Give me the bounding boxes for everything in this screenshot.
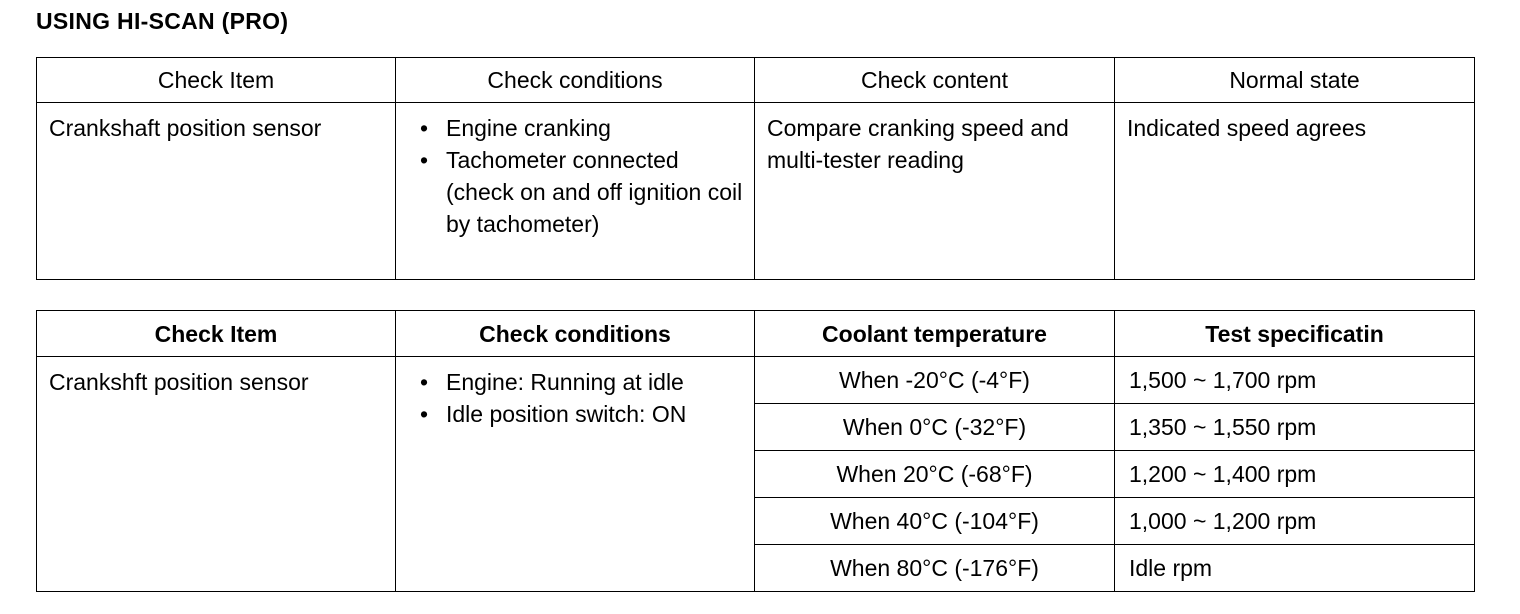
normal-state-text: Indicated speed agrees [1127,115,1367,141]
check-item-cell [37,103,396,280]
list-item: • Tachometer connected (check on and off ignition coil by tachometer) [420,144,748,240]
page-heading: USING HI-SCAN (PRO) [36,8,289,34]
check-content-cell [755,103,1115,280]
coolant-temperature-cell: When 40°C (-104°F) [755,498,1115,545]
coolant-temperature-cell: When -20°C (-4°F) [755,357,1115,404]
table-header-row [37,58,1475,103]
header-check-item: Check Item [37,58,396,103]
header-normal-state: Normal state [1115,58,1475,103]
check-item-cell [37,357,396,592]
coolant-temperature-cell: When 20°C (-68°F) [755,451,1115,498]
header-coolant-temperature: Coolant temperature [755,311,1115,357]
table-header-row [37,311,1475,357]
coolant-temperature-cell: When 0°C (-32°F) [755,404,1115,451]
header-test-specification: Test specificatin [1115,311,1475,357]
check-content-text: Compare cranking speed and multi-tester reading [767,115,1069,173]
header-check-conditions: Check conditions [396,58,755,103]
coolant-temperature-cell: When 80°C (-176°F) [755,545,1115,592]
conditions-list [396,357,754,430]
test-spec-cell: 1,200 ~ 1,400 rpm [1115,451,1475,498]
check-conditions-cell [396,357,755,592]
crankshaft-idle-spec-table [36,310,1475,592]
list-item: • Engine cranking [420,112,748,144]
test-spec-cell: 1,350 ~ 1,550 rpm [1115,404,1475,451]
check-item-text: Crankshft position sensor [49,369,309,395]
table-row [37,103,1475,280]
header-check-item: Check Item [37,311,396,357]
list-item: • Engine: Running at idle [420,366,748,398]
list-item: • Idle position switch: ON [420,398,748,430]
check-conditions-cell [396,103,755,280]
header-check-content: Check content [755,58,1115,103]
test-spec-cell: 1,500 ~ 1,700 rpm [1115,357,1475,404]
normal-state-cell [1115,103,1475,280]
table-row [37,357,1475,404]
test-spec-cell: Idle rpm [1115,545,1475,592]
conditions-list [396,103,754,240]
test-spec-cell: 1,000 ~ 1,200 rpm [1115,498,1475,545]
check-item-text: Crankshaft position sensor [49,115,322,141]
header-check-conditions: Check conditions [396,311,755,357]
crankshaft-cranking-check-table [36,57,1475,280]
